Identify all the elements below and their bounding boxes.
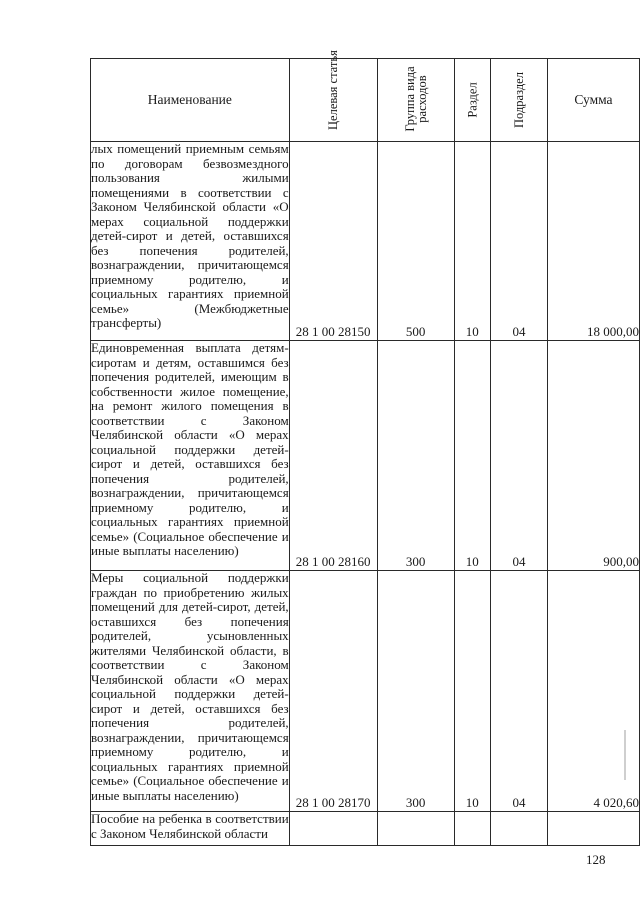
row-name: Единовременная выплата детям-сиротам и детям, оставшимся без попечения родителей, имеющим в собственности жилое помещение, на ремонт жилого помещения в соответствии с Законом Челябинской области «О мерах социальной поддержки детей-сирот и детей, оставшихся без попечения родителей, вознаграждении, причитающемся приемному родителю, и социальных гарантиях приемной семье» (Социальное обеспечение и иные выплаты населению) [91,340,289,558]
row-subsection: 04 [490,571,547,812]
page-number: 128 [586,852,606,867]
header-target-cell [289,50,377,142]
header-subsection-cell [490,59,547,142]
row-sum: 900,00 [547,341,639,571]
row-group [377,812,454,846]
row-subsection: 04 [490,341,547,571]
row-name-cell [91,341,290,571]
row-group: 300 [377,341,454,571]
row-section: 10 [454,341,490,571]
table-row [91,571,640,812]
header-expense-group: Группа вида расходов [402,66,429,132]
row-name-cell [91,142,290,341]
row-section [454,812,490,846]
row-name-cell [91,812,290,846]
row-name: лых помещений приемным семьям по договорам безвозмездного пользования жилыми помещениями в соответствии с Законом Челябинской области «О мерах социальной поддержки детей-сирот и детей, оставшихся без попечения родителей, вознаграждении, причитающемся приемному родителю, и социальных гарантиях приемной семье» (Межбюджетные трансферты) [91,141,289,330]
header-section: Раздел [465,82,480,118]
row-sum: 18 000,00 [547,142,639,341]
row-sum: 4 020,60 [547,571,639,812]
row-section: 10 [454,142,490,341]
row-target: 28 1 00 28160 [289,341,377,571]
header-section-cell [454,59,490,142]
scan-artifact [624,730,626,780]
row-name-cell [91,571,290,812]
table-header-row [91,59,640,142]
row-group: 300 [377,571,454,812]
row-target: 28 1 00 28170 [289,571,377,812]
table-row [91,812,640,846]
row-target: 28 1 00 28150 [289,142,377,341]
header-subsection: Подраздел [511,72,526,128]
row-subsection [490,812,547,846]
header-sum: Сумма [547,59,639,142]
table-row [91,341,640,571]
row-name: Пособие на ребенка в соответствии с Законом Челябинской области [91,811,289,841]
header-name: Наименование [91,59,290,142]
table-row [91,142,640,341]
budget-table [90,50,640,846]
row-name: Меры социальной поддержки граждан по приобретению жилых помещений для детей-сирот, детей, оставшихся без попечения родителей, усыновленных жителями Челябинской области, в соответствии с Законом Челябинской области «О мерах социальной поддержки детей-сирот и детей, оставшихся без попечения родителей, вознаграждении, причитающемся приемному родителю, и социальных гарантиях приемной семье» (Социальное обеспечение и иные выплаты населению) [91,570,289,803]
row-subsection: 04 [490,142,547,341]
header-group-cell [377,59,454,142]
row-sum [547,812,639,846]
row-group: 500 [377,142,454,341]
row-target [289,812,377,846]
header-target: Целевая статья [326,50,341,130]
row-section: 10 [454,571,490,812]
